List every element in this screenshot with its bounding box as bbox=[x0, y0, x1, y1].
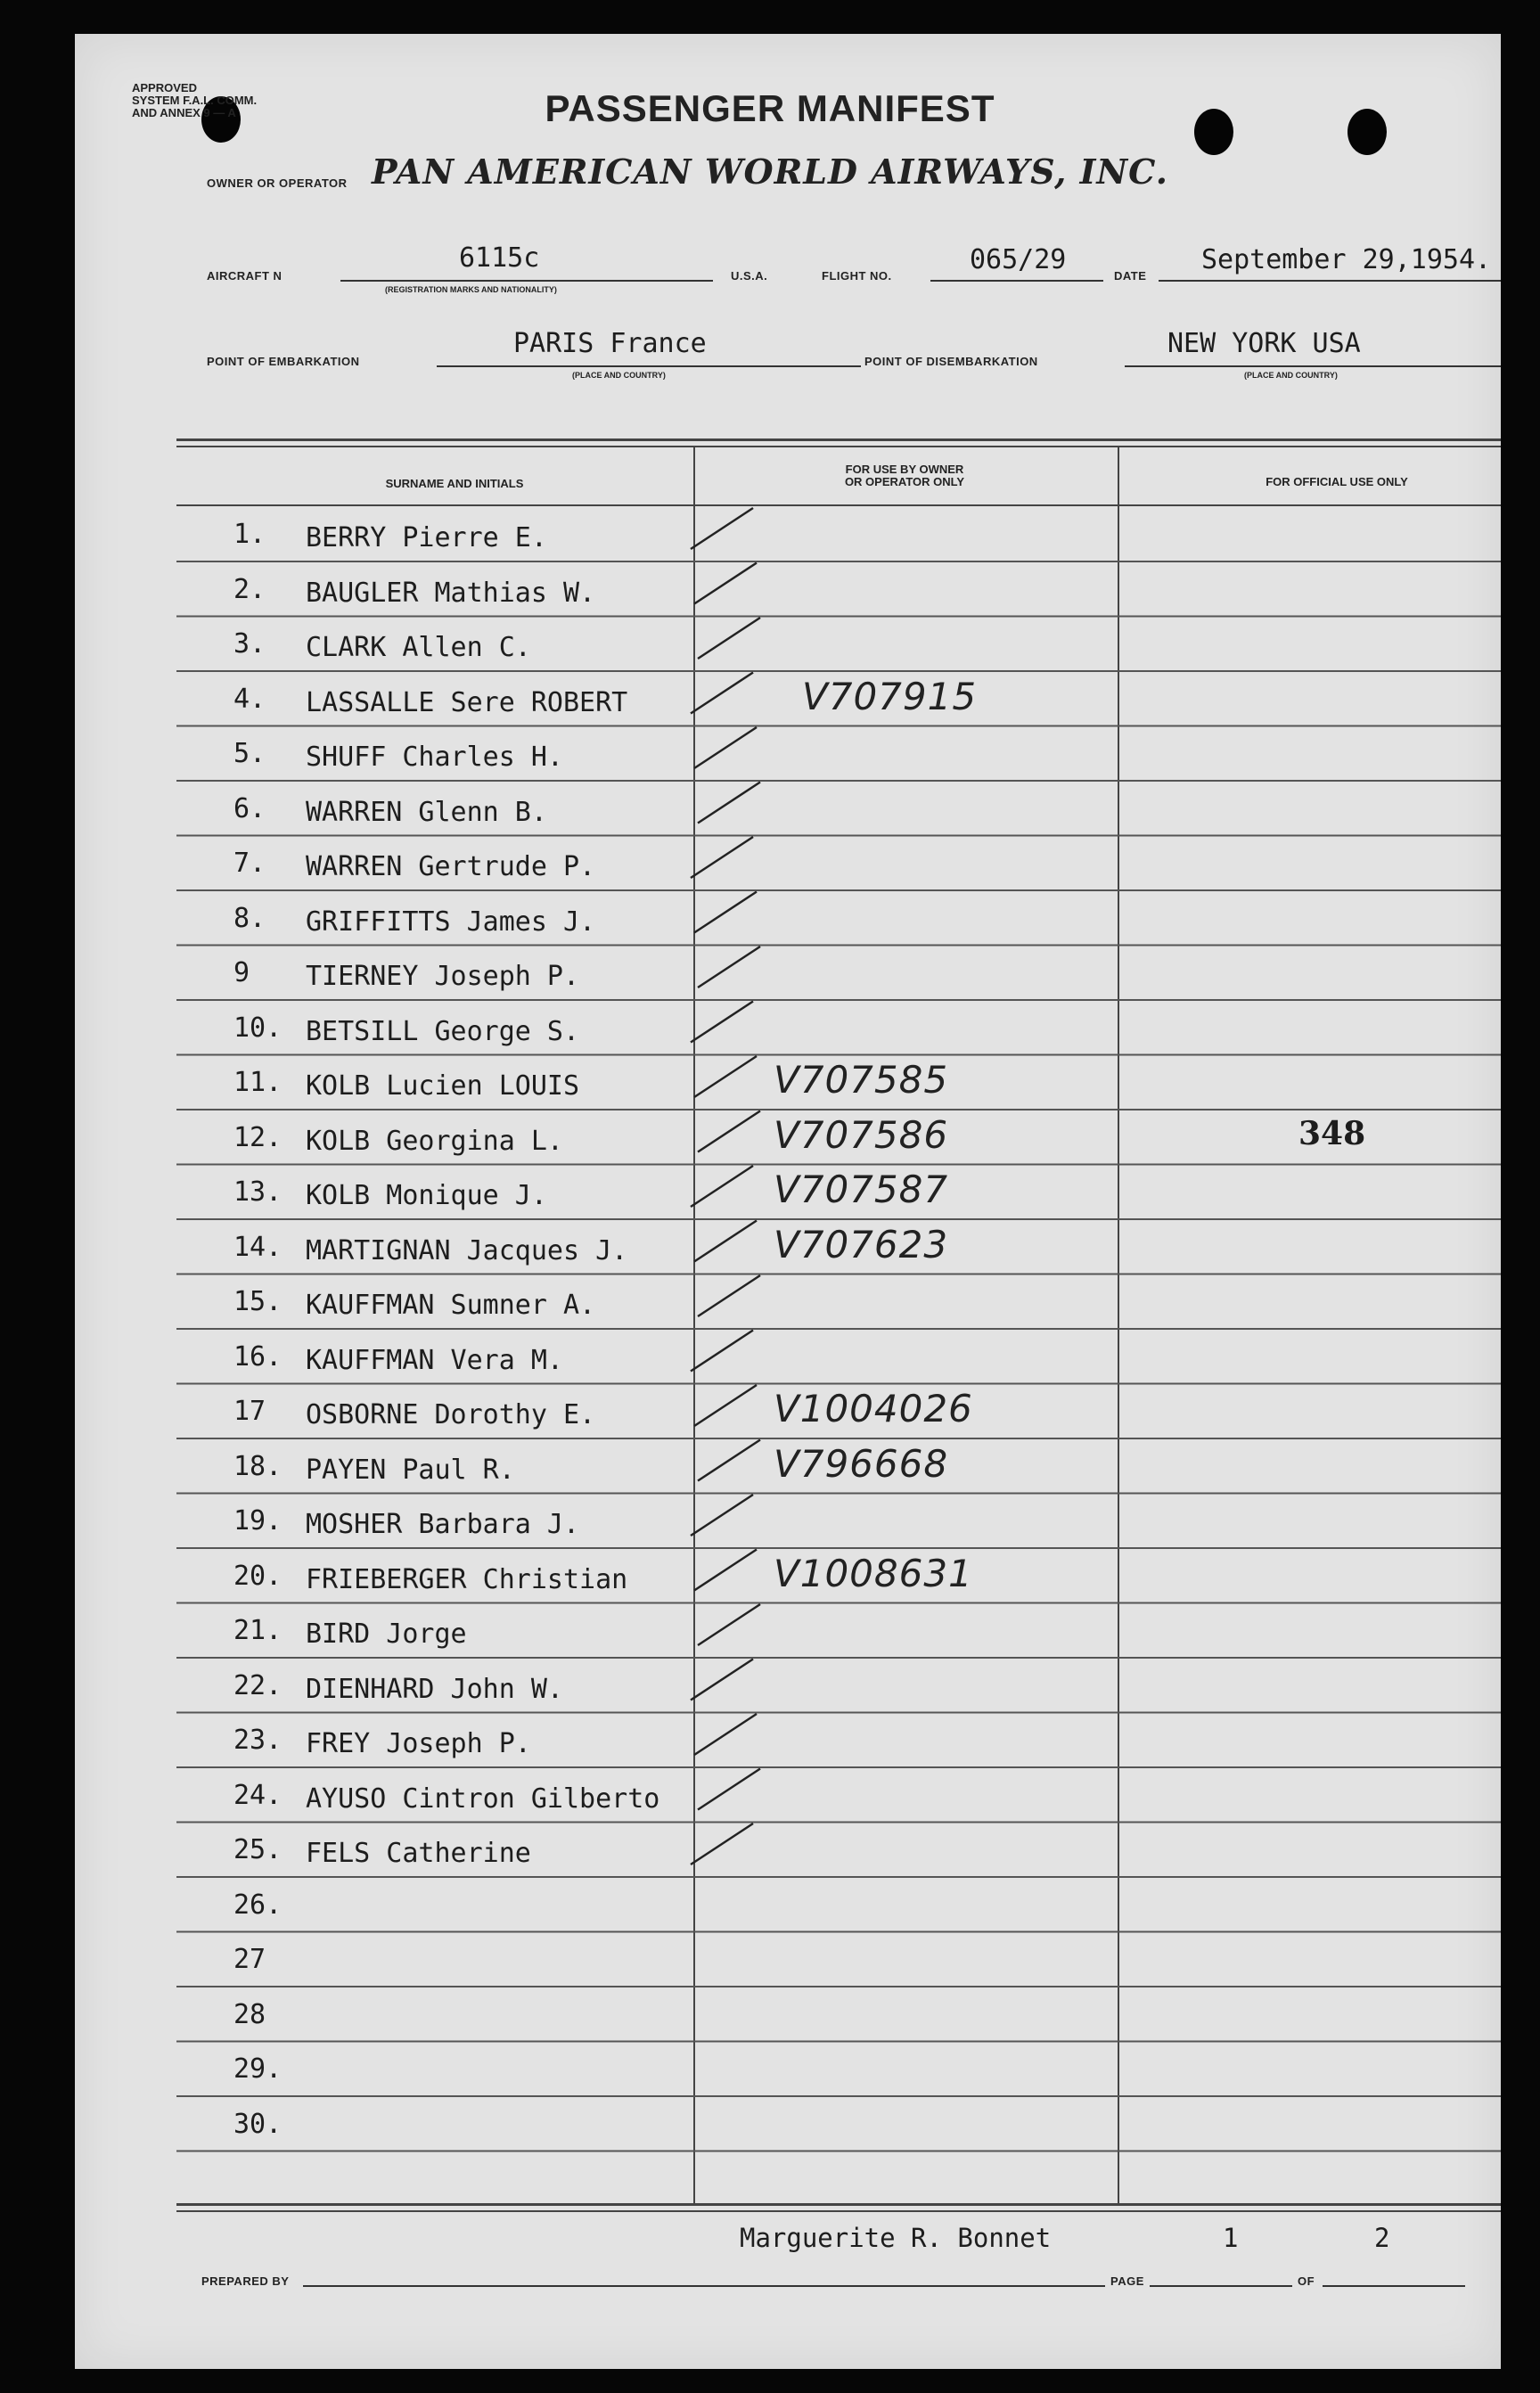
row-number: 10. bbox=[233, 1012, 283, 1044]
check-mark bbox=[698, 618, 760, 659]
row-number: 7. bbox=[233, 848, 266, 879]
aircraft-label: AIRCRAFT N bbox=[207, 269, 283, 283]
row-number: 29. bbox=[233, 2053, 283, 2085]
passenger-name: FELS Catherine bbox=[306, 1838, 531, 1869]
usa-label: U.S.A. bbox=[731, 269, 768, 283]
row-number: 22. bbox=[233, 1669, 283, 1701]
column-header-surname: SURNAME AND INITIALS bbox=[385, 477, 524, 490]
passenger-name: BIRD Jorge bbox=[306, 1619, 467, 1650]
row-number: 12. bbox=[233, 1121, 283, 1153]
passenger-name: WARREN Gertrude P. bbox=[306, 851, 596, 882]
check-mark bbox=[691, 1660, 753, 1701]
check-mark bbox=[694, 892, 757, 933]
approved-stamp-line: APPROVED bbox=[132, 81, 197, 94]
check-mark bbox=[698, 947, 760, 988]
aircraft-value: 6115c bbox=[459, 242, 540, 274]
passenger-name: KOLB Lucien LOUIS bbox=[306, 1070, 580, 1102]
table-bottom-rule bbox=[176, 2203, 1501, 2206]
date-label: DATE bbox=[1114, 269, 1147, 283]
check-mark bbox=[694, 1550, 757, 1591]
check-mark bbox=[691, 837, 753, 878]
check-mark bbox=[691, 1166, 753, 1207]
flight-label: FLIGHT NO. bbox=[822, 269, 892, 283]
passenger-name: OSBORNE Dorothy E. bbox=[306, 1399, 596, 1430]
page-title: PASSENGER MANIFEST bbox=[545, 87, 995, 129]
check-mark bbox=[694, 1056, 757, 1097]
check-mark bbox=[691, 1331, 753, 1372]
check-mark bbox=[694, 727, 757, 768]
table-bottom-rule bbox=[176, 2210, 1501, 2212]
date-value: September 29,1954. bbox=[1201, 244, 1492, 275]
row-number: 3. bbox=[233, 628, 266, 660]
row-number: 19. bbox=[233, 1505, 283, 1537]
row-number: 13. bbox=[233, 1176, 283, 1208]
column-header-owner-line: FOR USE BY OWNER bbox=[845, 463, 964, 476]
row-number: 15. bbox=[233, 1286, 283, 1317]
visa-number: V707586 bbox=[774, 1112, 949, 1157]
passenger-name: FRIEBERGER Christian bbox=[306, 1563, 628, 1595]
check-mark bbox=[691, 1495, 753, 1536]
row-number: 16. bbox=[233, 1340, 283, 1373]
passenger-name: BAUGLER Mathias W. bbox=[306, 577, 596, 609]
passenger-name: WARREN Glenn B. bbox=[306, 796, 547, 828]
passenger-name: DIENHARD John W. bbox=[306, 1673, 563, 1705]
passenger-name: KOLB Monique J. bbox=[306, 1180, 547, 1211]
passenger-name: MARTIGNAN Jacques J. bbox=[306, 1234, 628, 1266]
row-number: 30. bbox=[233, 2108, 283, 2140]
airline-name: PAN AMERICAN WORLD AIRWAYS, INC. bbox=[372, 152, 1168, 192]
row-number: 2. bbox=[233, 573, 266, 605]
row-number: 17 bbox=[233, 1396, 266, 1427]
passenger-name: MOSHER Barbara J. bbox=[306, 1509, 580, 1540]
passenger-name: LASSALLE Sere ROBERT bbox=[306, 686, 628, 718]
passenger-name: PAYEN Paul R. bbox=[306, 1454, 515, 1486]
row-number: 28 bbox=[233, 1998, 266, 2030]
approved-stamp-line: SYSTEM F.A.L. COMM. bbox=[132, 94, 258, 107]
row-number: 23. bbox=[233, 1725, 283, 1756]
check-mark bbox=[698, 1275, 760, 1316]
row-number: 20. bbox=[233, 1560, 283, 1592]
official-mark: 348 bbox=[1298, 1115, 1366, 1152]
check-mark bbox=[691, 1002, 753, 1043]
row-number: 21. bbox=[233, 1615, 283, 1646]
row-number: 1. bbox=[233, 519, 266, 550]
passenger-name: SHUFF Charles H. bbox=[306, 742, 563, 773]
visa-number: V707623 bbox=[774, 1222, 949, 1266]
row-number: 24. bbox=[233, 1779, 283, 1811]
passenger-name: BETSILL George S. bbox=[306, 1015, 580, 1047]
row-number: 4. bbox=[233, 683, 266, 715]
of-label: OF bbox=[1298, 2274, 1315, 2288]
column-header-official: FOR OFFICIAL USE ONLY bbox=[1266, 475, 1408, 488]
row-number: 26. bbox=[233, 1889, 283, 1921]
prepared-by-label: PREPARED BY bbox=[201, 2274, 290, 2288]
passenger-name: KAUFFMAN Vera M. bbox=[306, 1344, 563, 1376]
check-mark bbox=[698, 1440, 760, 1481]
passenger-name: AYUSO Cintron Gilberto bbox=[306, 1782, 660, 1815]
embarkation-caption: (PLACE AND COUNTRY) bbox=[572, 371, 666, 380]
embarkation-label: POINT OF EMBARKATION bbox=[207, 355, 360, 368]
row-number: 25. bbox=[233, 1834, 283, 1865]
row-number: 8. bbox=[233, 902, 266, 934]
check-mark bbox=[694, 1714, 757, 1755]
check-mark bbox=[698, 1769, 760, 1810]
check-mark bbox=[698, 1111, 760, 1152]
check-mark bbox=[698, 783, 760, 824]
check-mark bbox=[691, 673, 753, 714]
row-number: 14. bbox=[233, 1231, 283, 1263]
passenger-name: FREY Joseph P. bbox=[306, 1728, 531, 1759]
visa-number: V707587 bbox=[774, 1168, 949, 1211]
visa-number: V1008631 bbox=[774, 1551, 973, 1595]
owner-label: OWNER OR OPERATOR bbox=[207, 176, 348, 190]
check-mark bbox=[694, 1385, 757, 1426]
prepared-by-value: Marguerite R. Bonnet bbox=[740, 2223, 1052, 2253]
disembarkation-caption: (PLACE AND COUNTRY) bbox=[1244, 371, 1338, 380]
column-header-owner-line: OR OPERATOR ONLY bbox=[844, 475, 965, 488]
page-label: PAGE bbox=[1110, 2274, 1144, 2288]
row-number: 9 bbox=[233, 957, 250, 988]
visa-number: V707915 bbox=[802, 674, 978, 718]
check-mark bbox=[691, 1823, 753, 1864]
check-mark bbox=[691, 508, 753, 549]
row-number: 11. bbox=[233, 1067, 283, 1098]
check-mark bbox=[698, 1604, 760, 1645]
row-number: 5. bbox=[233, 738, 266, 769]
visa-number: V1004026 bbox=[774, 1387, 973, 1430]
registration-caption: (REGISTRATION MARKS AND NATIONALITY) bbox=[385, 285, 557, 294]
check-mark bbox=[694, 1221, 757, 1262]
disembarkation-label: POINT OF DISEMBARKATION bbox=[864, 355, 1038, 368]
passenger-name: BERRY Pierre E. bbox=[306, 522, 547, 553]
row-number: 6. bbox=[233, 792, 266, 824]
passenger-name: GRIFFITTS James J. bbox=[306, 906, 596, 938]
visa-number: V796668 bbox=[774, 1441, 949, 1486]
visa-number: V707585 bbox=[774, 1058, 949, 1102]
check-mark bbox=[694, 563, 757, 604]
approved-stamp-line: AND ANNEX 9 — A bbox=[132, 106, 236, 119]
passenger-name: KOLB Georgina L. bbox=[306, 1125, 563, 1157]
page-value: 1 bbox=[1223, 2223, 1239, 2253]
disembarkation-value: NEW YORK USA bbox=[1167, 328, 1361, 359]
page-total-value: 2 bbox=[1374, 2223, 1390, 2253]
passenger-name: KAUFFMAN Sumner A. bbox=[306, 1290, 596, 1321]
row-number: 27 bbox=[233, 1944, 266, 1975]
passenger-name: CLARK Allen C. bbox=[306, 632, 531, 663]
flight-value: 065/29 bbox=[970, 244, 1067, 275]
row-number: 18. bbox=[233, 1450, 283, 1482]
embarkation-value: PARIS France bbox=[513, 328, 707, 359]
passenger-name: TIERNEY Joseph P. bbox=[306, 961, 580, 992]
